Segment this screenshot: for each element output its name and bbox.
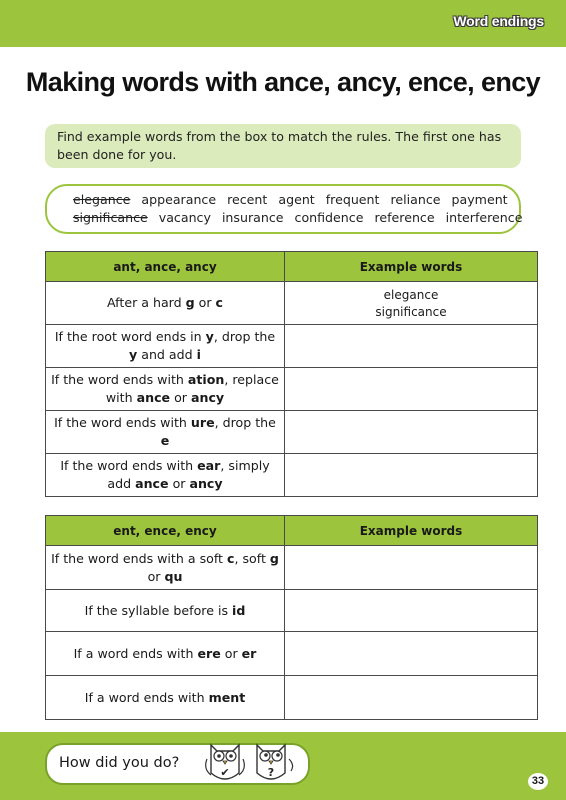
word-box-word: interference (445, 210, 523, 225)
rule-keyword: qu (164, 568, 183, 584)
example-words-cell[interactable] (285, 454, 538, 497)
rule-cell (46, 325, 285, 368)
rule-text: If the word ends with a soft (51, 550, 227, 566)
table-row (46, 590, 538, 632)
rule-cell (46, 546, 285, 590)
table-row (46, 546, 538, 590)
rule-text: If a word ends with (73, 645, 198, 661)
instructions-box: Find example words from the box to match the rules. The first one has been done for you. (45, 124, 521, 168)
word-box-word: appearance (141, 192, 217, 207)
table-header-suffixes: ant, ance, ancy (46, 252, 285, 282)
rule-text: , drop the (213, 329, 276, 344)
rule-keyword: id (232, 602, 246, 618)
rule-keyword: ancy (189, 476, 223, 491)
page-number: 33 (528, 773, 548, 790)
rule-keyword: i (196, 347, 201, 362)
page-title: Making words with ance, ancy, ence, ency (25, 67, 541, 97)
rule-cell (46, 632, 285, 676)
table-row (46, 676, 538, 720)
rule-text: or (168, 476, 190, 491)
rule-text: and add (137, 347, 197, 362)
rules-table-ance (45, 251, 538, 497)
table-header-suffixes: ent, ence, ency (46, 516, 285, 546)
word-box-word: payment (451, 192, 508, 207)
example-word: elegance (383, 288, 439, 302)
self-assessment-prompt: How did you do? (59, 755, 180, 771)
example-words-cell[interactable] (285, 368, 538, 411)
rule-cell (46, 368, 285, 411)
rule-keyword: er (241, 645, 257, 661)
example-words-cell[interactable] (285, 632, 538, 676)
rule-text: or (147, 568, 165, 584)
example-words-cell[interactable] (285, 546, 538, 590)
rule-keyword: g (269, 550, 279, 566)
word-box-word: frequent (325, 192, 380, 207)
word-box-word: vacancy (158, 210, 211, 225)
rule-keyword: y (129, 347, 138, 362)
rule-cell (46, 590, 285, 632)
word-box-line-2 (73, 209, 523, 227)
owl-question-mark: ? (267, 766, 275, 779)
table-row (46, 368, 538, 411)
rule-keyword: c (227, 550, 235, 566)
owl-tick-mark: ✔ (220, 766, 230, 779)
word-box-word: recent (227, 192, 268, 207)
rule-text: or (194, 295, 216, 310)
rule-keyword: c (215, 295, 223, 310)
example-words-cell[interactable] (285, 411, 538, 454)
rule-keyword: ation (187, 372, 225, 387)
rule-keyword: ance (135, 476, 169, 491)
rule-text: If the syllable before is (84, 602, 233, 618)
rule-text: , simply add (107, 458, 270, 491)
rule-keyword: e (160, 433, 170, 448)
rule-keyword: g (185, 295, 195, 310)
rule-cell (46, 411, 285, 454)
table-header-examples: Example words (285, 252, 538, 282)
rule-keyword: ment (208, 689, 246, 705)
word-box-word: elegance (73, 192, 131, 207)
rule-text: If the word ends with (51, 372, 188, 387)
table-row (46, 411, 538, 454)
rule-text: If the word ends with (60, 458, 198, 473)
example-words-cell[interactable] (285, 590, 538, 632)
rule-text: If a word ends with (84, 689, 209, 705)
table-row (46, 325, 538, 368)
word-box (45, 184, 521, 234)
word-box-word: significance (73, 210, 148, 225)
rule-keyword: y (205, 329, 214, 344)
owl-icons (201, 739, 305, 789)
example-words-cell[interactable] (285, 282, 538, 325)
rule-cell (46, 676, 285, 720)
rule-text: After a hard (107, 295, 186, 310)
rule-text: , replace with (105, 372, 279, 405)
owl-question-icon[interactable] (257, 745, 293, 779)
table-row (46, 632, 538, 676)
table-row (46, 454, 538, 497)
rule-keyword: ure (190, 415, 215, 430)
word-box-word: insurance (221, 210, 284, 225)
rule-keyword: ance (136, 390, 171, 405)
table-row (46, 282, 538, 325)
rule-keyword: ear (197, 458, 221, 473)
section-tab: Word endings (453, 13, 544, 29)
rule-text: , drop the (214, 415, 276, 430)
example-word: significance (375, 305, 447, 319)
example-words-cell[interactable] (285, 325, 538, 368)
word-box-word: reliance (390, 192, 441, 207)
rule-cell (46, 282, 285, 325)
rules-table-ence (45, 515, 538, 720)
rule-text: , soft (234, 550, 270, 566)
rule-text: If the root word ends in (54, 329, 206, 344)
self-assessment-box (45, 743, 310, 785)
word-box-word: reference (374, 210, 435, 225)
rule-text: or (220, 645, 242, 661)
word-box-word: confidence (294, 210, 364, 225)
header-bar (0, 0, 566, 47)
owl-happy-tick-icon[interactable] (206, 745, 245, 779)
example-words-cell[interactable] (285, 676, 538, 720)
rule-keyword: ancy (190, 390, 225, 405)
rule-text: If the word ends with (54, 415, 191, 430)
word-box-word: agent (278, 192, 315, 207)
word-box-line-1 (73, 191, 509, 209)
rule-text: or (170, 390, 191, 405)
table-header-examples: Example words (285, 516, 538, 546)
rule-keyword: ere (197, 645, 221, 661)
rule-cell (46, 454, 285, 497)
